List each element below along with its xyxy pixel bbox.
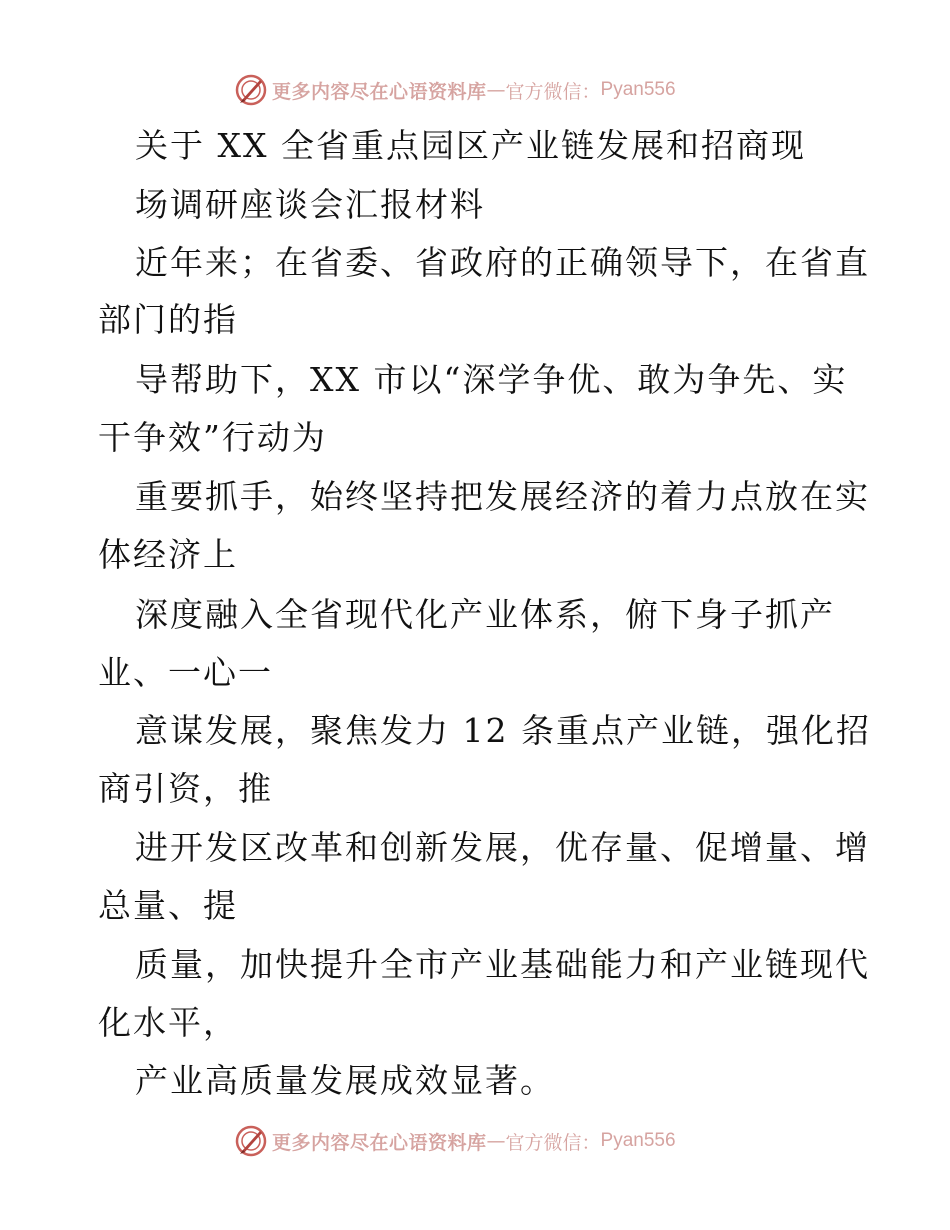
doc-line: 进开发区改革和创新发展，优存量、促增量、增 <box>135 828 870 867</box>
banner-dash: — <box>486 1130 506 1152</box>
banner-wechat-id: Pyan556 <box>600 79 676 100</box>
doc-line: 意谋发展，聚焦发力 12 条重点产业链，强化招 <box>135 711 871 750</box>
header-banner <box>234 70 676 110</box>
doc-line: 场调研座谈会汇报材料 <box>135 185 485 224</box>
doc-line: 质量，加快提升全市产业基础能力和产业链现代 <box>135 945 870 984</box>
doc-line: 体经济上 <box>98 535 238 574</box>
doc-line: 部门的指 <box>98 300 238 339</box>
doc-line: 导帮助下，XX 市以“深学争优、敢为争先、实 <box>135 360 848 399</box>
banner-wechat-id: Pyan556 <box>600 1130 676 1151</box>
banner-title: 更多内容尽在心语资料库 <box>272 80 487 103</box>
doc-line: 近年来；在省委、省政府的正确领导下，在省直 <box>135 243 870 282</box>
banner-dash: — <box>486 79 506 101</box>
quill-seal-icon <box>234 1124 268 1158</box>
doc-line: 商引资，推 <box>98 769 273 808</box>
banner-wechat-label: 官方微信： <box>505 1131 601 1154</box>
doc-line: 关于 XX 全省重点园区产业链发展和招商现 <box>135 126 806 165</box>
banner-wechat-label: 官方微信： <box>505 80 601 103</box>
quill-seal-icon <box>234 73 268 107</box>
footer-banner <box>234 1121 676 1161</box>
doc-line: 业、一心一 <box>98 653 273 692</box>
doc-line: 重要抓手，始终坚持把发展经济的着力点放在实 <box>135 477 870 516</box>
doc-line: 深度融入全省现代化产业体系，俯下身子抓产 <box>135 595 835 634</box>
doc-line: 总量、提 <box>98 886 238 925</box>
doc-line: 干争效”行动为 <box>98 418 327 457</box>
doc-line: 化水平， <box>98 1003 238 1042</box>
banner-title: 更多内容尽在心语资料库 <box>272 1131 487 1154</box>
doc-line: 产业高质量发展成效显著。 <box>135 1061 555 1100</box>
